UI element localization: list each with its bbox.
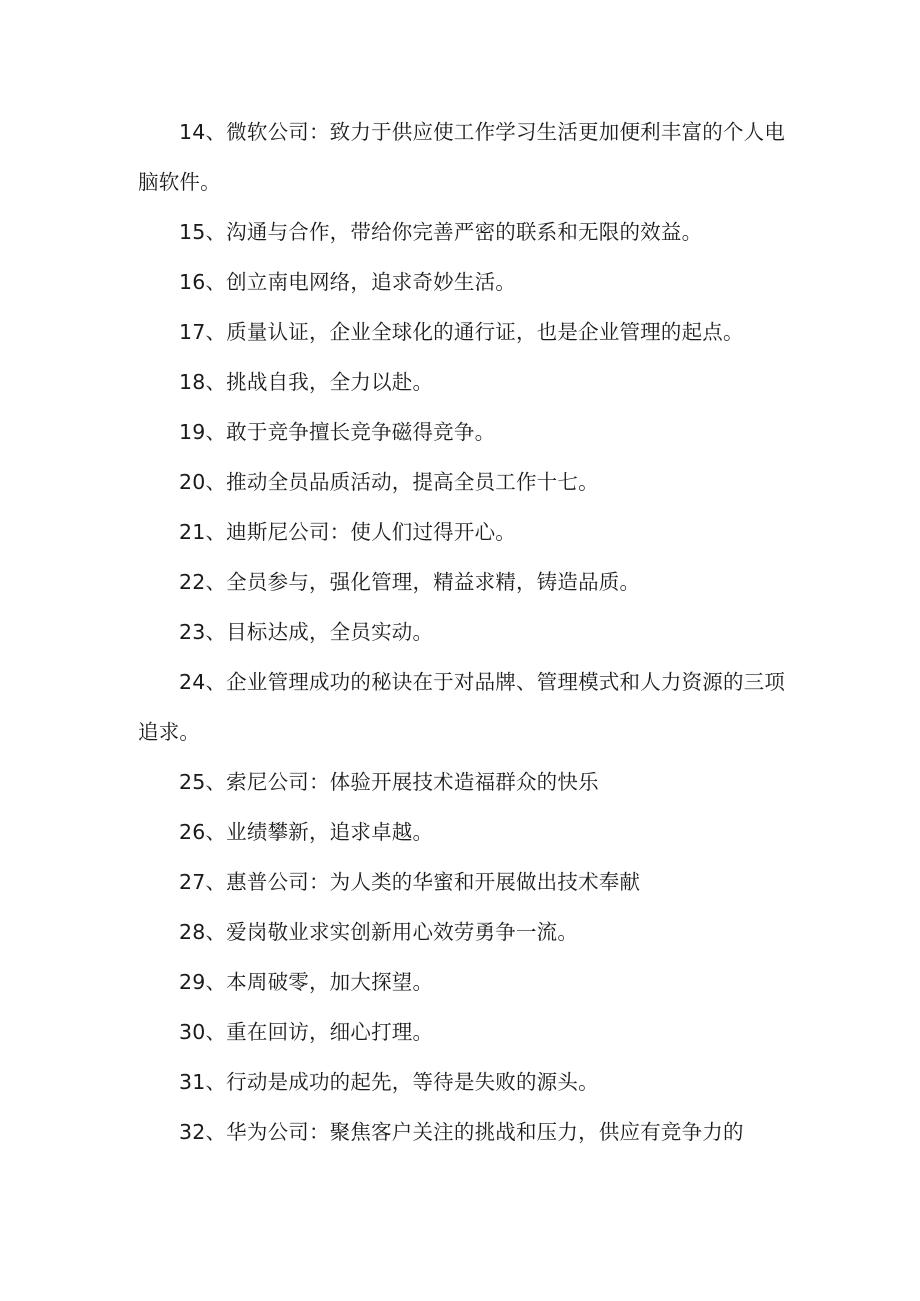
paragraph-15: 15、沟通与合作，带给你完善严密的联系和无限的效益。 [179, 220, 703, 244]
paragraph-31: 31、行动是成功的起先，等待是失败的源头。 [179, 1070, 599, 1094]
paragraph-25: 25、索尼公司：体验开展技术造福群众的快乐 [179, 770, 599, 794]
paragraph-32: 32、华为公司：聚焦客户关注的挑战和压力，供应有竞争力的 [179, 1120, 744, 1144]
paragraph-23: 23、目标达成，全员实动。 [179, 620, 434, 644]
paragraph-27: 27、惠普公司：为人类的华蜜和开展做出技术奉献 [179, 870, 641, 894]
paragraph-18: 18、挑战自我，全力以赴。 [179, 370, 434, 394]
paragraph-20: 20、推动全员品质活动，提高全员工作十七。 [179, 470, 599, 494]
document-body [138, 107, 788, 1157]
paragraph-16: 16、创立南电网络，追求奇妙生活。 [179, 270, 516, 294]
paragraph-29: 29、本周破零，加大探望。 [179, 970, 434, 994]
paragraph-21: 21、迪斯尼公司：使人们过得开心。 [179, 520, 516, 544]
paragraph-19: 19、敢于竞争擅长竞争磁得竞争。 [179, 420, 496, 444]
paragraph-24: 24、企业管理成功的秘诀在于对品牌、管理模式和人力资源的三项追求。 [138, 670, 786, 744]
paragraph-22: 22、全员参与，强化管理，精益求精，铸造品质。 [179, 570, 641, 594]
paragraph-26: 26、业绩攀新，追求卓越。 [179, 820, 434, 844]
paragraph-30: 30、重在回访，细心打理。 [179, 1020, 434, 1044]
paragraph-17: 17、质量认证，企业全球化的通行证，也是企业管理的起点。 [179, 320, 744, 344]
paragraph-14: 14、微软公司：致力于供应使工作学习生活更加便利丰富的个人电脑软件。 [138, 120, 786, 194]
paragraph-28: 28、爱岗敬业求实创新用心效劳勇争一流。 [179, 920, 579, 944]
